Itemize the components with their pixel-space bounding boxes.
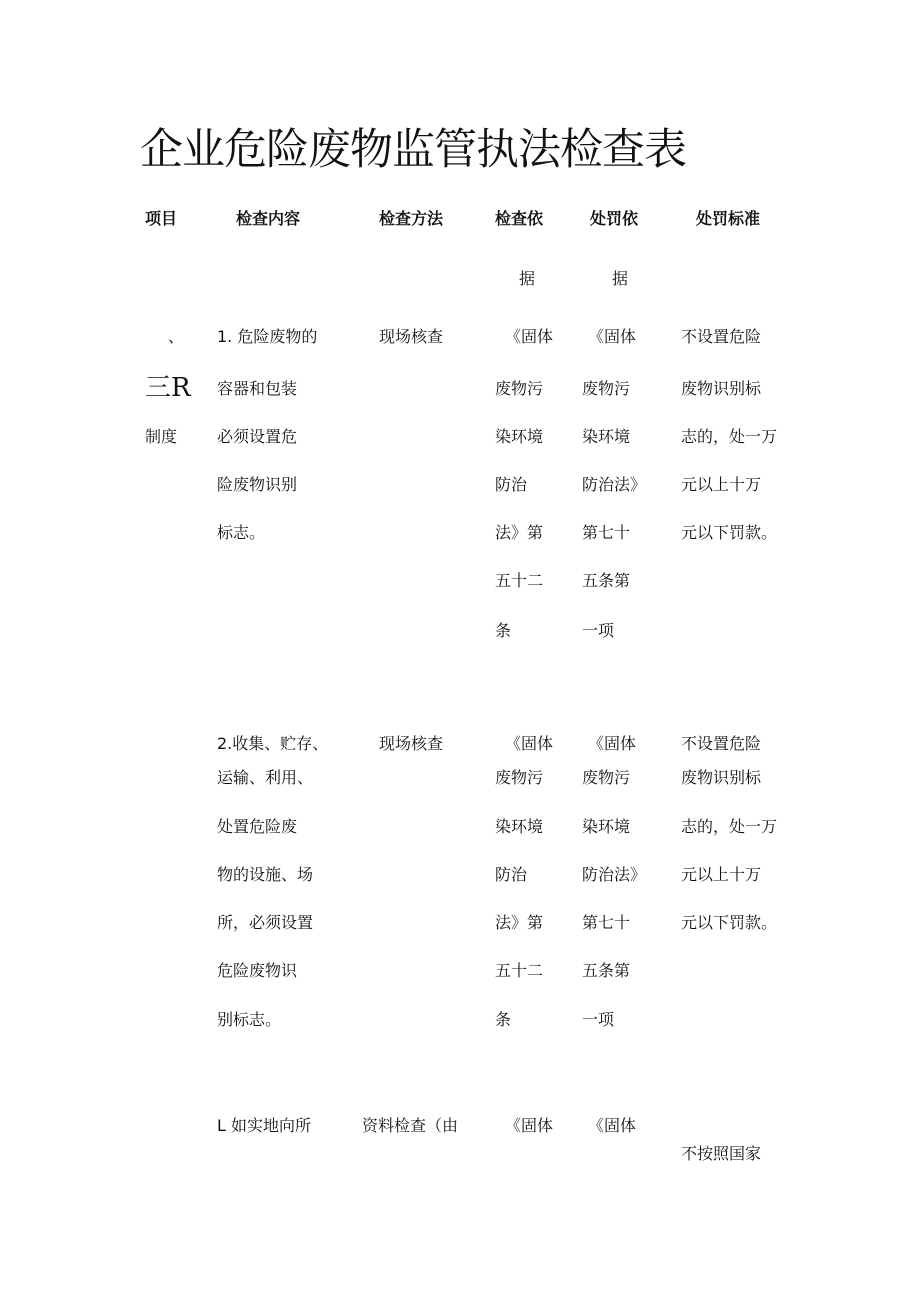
row-2-basis-line-4: 防治: [495, 865, 528, 884]
item-label: 制度: [145, 427, 178, 446]
row-2-content-line-6: 危险废物识: [217, 961, 298, 980]
row-2-content-line-2: 运输、利用、: [217, 768, 314, 787]
row-2-content-line-5: 所，必须设置: [217, 913, 314, 932]
row-2-basis-line-1: 《固体: [505, 734, 554, 753]
row-2-basis-line-3: 染环境: [495, 817, 544, 836]
header-content: 检查内容: [236, 209, 301, 228]
row-1-basis-line-5: 法》第: [495, 523, 544, 542]
row-1-penalty-basis-line-1: 《固体: [588, 327, 637, 346]
row-1-method: 现场核查: [379, 327, 444, 346]
row-2-content-line-1: 2.收集、贮存、: [217, 734, 329, 753]
row-1-basis-line-6: 五十二: [495, 571, 544, 590]
row-1-standard-line-4: 元以上十万: [681, 475, 762, 494]
row-1-penalty-basis-line-2: 废物污: [582, 379, 631, 398]
row-2-penalty-basis-line-3: 染环境: [582, 817, 631, 836]
header-basis-line2: 据: [519, 269, 536, 288]
header-penalty-basis-line1: 处罚依: [590, 209, 639, 228]
row-2-basis-line-2: 废物污: [495, 768, 544, 787]
row-2-standard-line-1: 不设置危险: [681, 734, 762, 753]
row-2-content-line-7: 别标志。: [217, 1010, 282, 1029]
row-1-basis-line-1: 《固体: [505, 327, 554, 346]
row-2-content-line-4: 物的设施、场: [217, 865, 314, 884]
row-1-standard-line-3: 志的，处一万: [681, 427, 778, 446]
row-2-standard-line-5: 元以下罚款。: [681, 913, 778, 932]
row-2-standard-line-4: 元以上十万: [681, 865, 762, 884]
row-2-standard-line-2: 废物识别标: [681, 768, 762, 787]
row-1-penalty-basis-line-6: 五条第: [582, 571, 631, 590]
row-1-content-line-1: 1. 危险废物的: [217, 327, 318, 346]
row-2-penalty-basis-line-4: 防治法》: [582, 865, 647, 884]
row-2-basis-line-6: 五十二: [495, 961, 544, 980]
row-1-penalty-basis-line-3: 染环境: [582, 427, 631, 446]
row-3-method: 资料检查（由: [362, 1116, 459, 1135]
row-2-basis-line-7: 条: [495, 1010, 512, 1029]
header-standard: 处罚标准: [696, 209, 761, 228]
row-2-standard-line-3: 志的，处一万: [681, 817, 778, 836]
row-2-penalty-basis-line-6: 五条第: [582, 961, 631, 980]
row-3-basis-line-1: 《固体: [505, 1116, 554, 1135]
row-1-content-line-2: 容器和包装: [217, 379, 298, 398]
row-3-standard-line-1: 不按照国家: [681, 1144, 762, 1163]
header-item: 项目: [145, 209, 178, 228]
header-penalty-basis-line2: 据: [612, 269, 629, 288]
row-1-penalty-basis-line-5: 第七十: [582, 523, 631, 542]
page-title: 企业危险废物监管执法检查表: [140, 125, 686, 175]
row-1-basis-line-3: 染环境: [495, 427, 544, 446]
row-3-penalty-basis-line-1: 《固体: [588, 1116, 637, 1135]
row-3-content-line-1: L 如实地向所: [217, 1116, 312, 1135]
row-1-basis-line-4: 防治: [495, 475, 528, 494]
header-basis-line1: 检查依: [495, 209, 544, 228]
row-2-penalty-basis-line-2: 废物污: [582, 768, 631, 787]
row-2-penalty-basis-line-7: 一项: [582, 1010, 615, 1029]
row-1-standard-line-1: 不设置危险: [681, 327, 762, 346]
item-title: 三R: [145, 373, 191, 403]
row-1-basis-line-2: 废物污: [495, 379, 544, 398]
row-1-penalty-basis-line-4: 防治法》: [582, 475, 647, 494]
row-1-content-line-3: 必须设置危: [217, 427, 298, 446]
row-2-penalty-basis-line-1: 《固体: [588, 734, 637, 753]
row-2-method: 现场核查: [379, 734, 444, 753]
row-1-basis-line-7: 条: [495, 621, 512, 640]
row-1-standard-line-5: 元以下罚款。: [681, 523, 778, 542]
row-2-content-line-3: 处置危险废: [217, 817, 298, 836]
row-1-standard-line-2: 废物识别标: [681, 379, 762, 398]
item-mark: 、: [168, 327, 185, 346]
header-method: 检查方法: [379, 209, 444, 228]
row-2-penalty-basis-line-5: 第七十: [582, 913, 631, 932]
row-1-content-line-5: 标志。: [217, 523, 266, 542]
row-1-content-line-4: 险废物识别: [217, 475, 298, 494]
row-1-penalty-basis-line-7: 一项: [582, 621, 615, 640]
row-2-basis-line-5: 法》第: [495, 913, 544, 932]
